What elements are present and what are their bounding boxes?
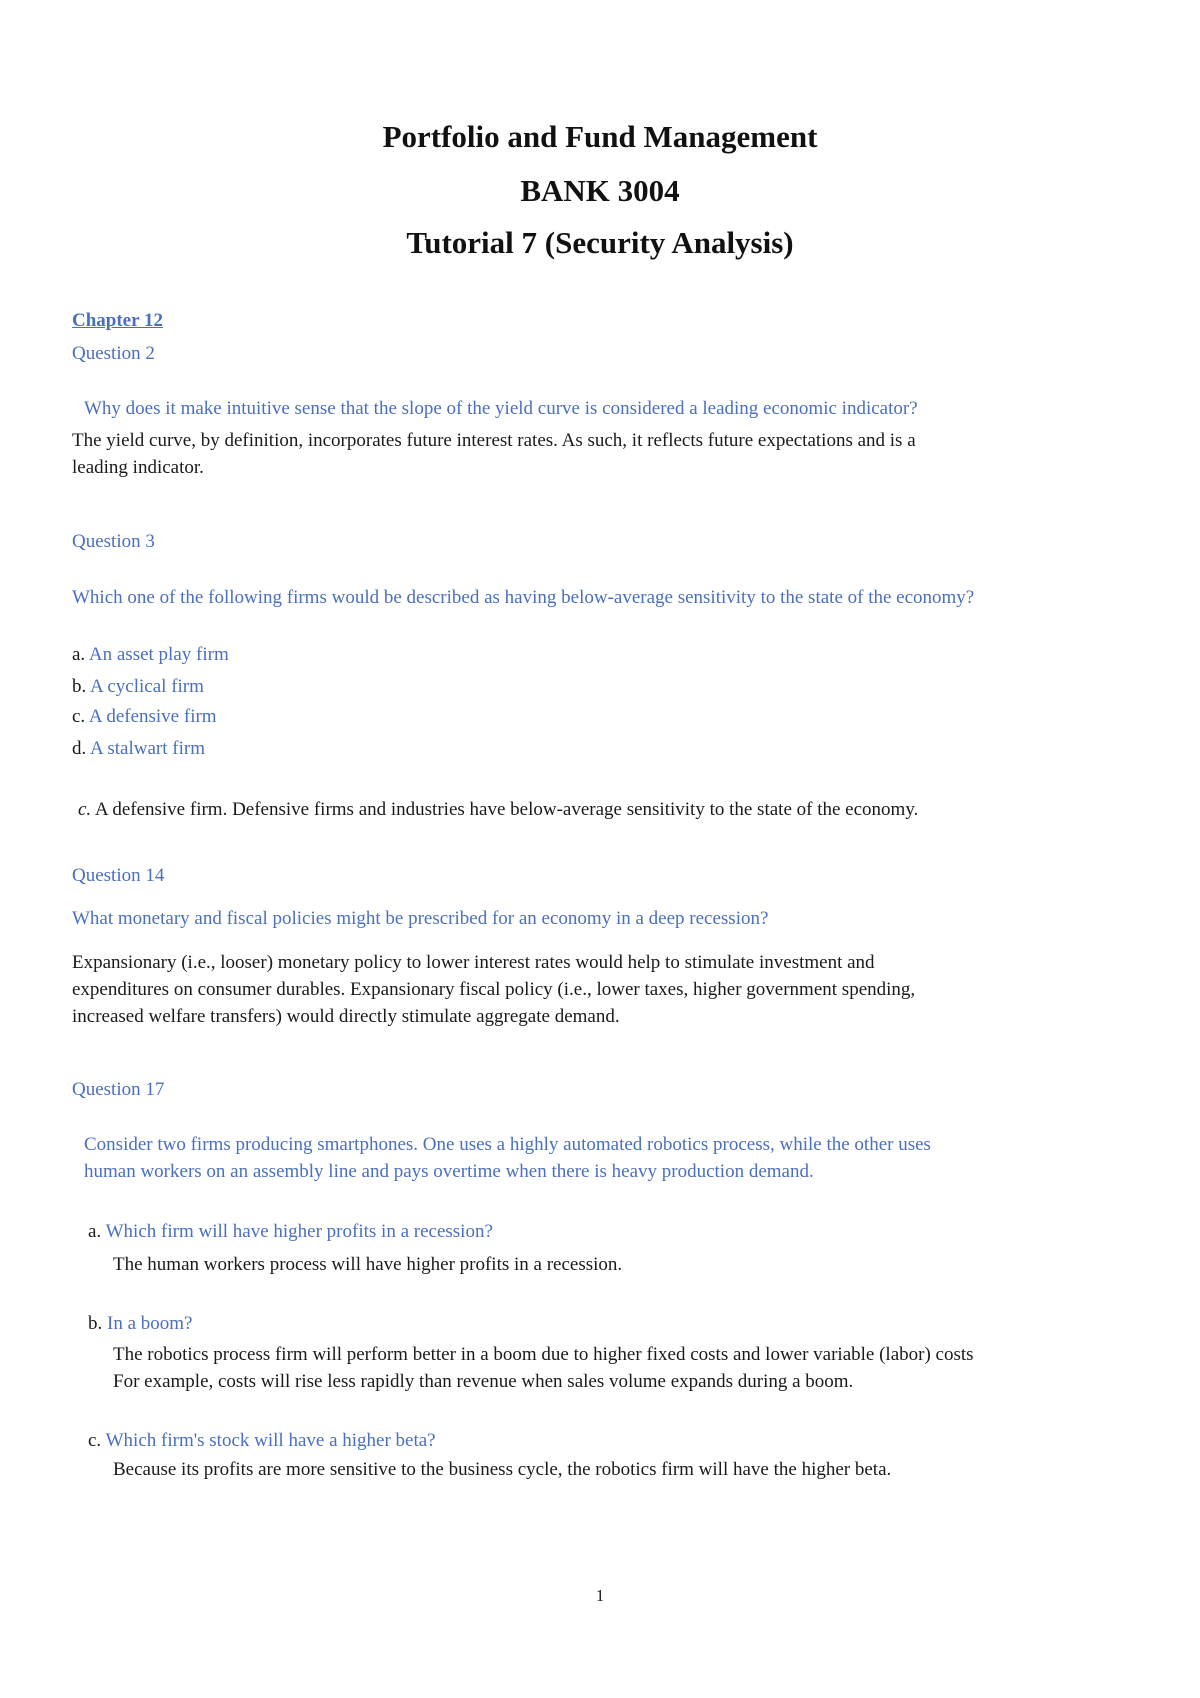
question-3-label: Question 3 (72, 531, 155, 552)
part-letter: a. (88, 1221, 102, 1242)
option-text: A defensive firm (88, 706, 217, 727)
question-3-option (72, 641, 229, 668)
question-14-answer-line: expenditures on consumer durables. Expansionary fiscal policy (i.e., lower taxes, higher government spending, (72, 979, 916, 1000)
question-3-option (72, 703, 217, 730)
question-3-answer (78, 796, 918, 823)
part-question: Which firm will have higher profits in a recession? (105, 1221, 493, 1242)
option-text: An asset play firm (88, 644, 229, 665)
option-text: A stalwart firm (89, 738, 205, 759)
part-question: In a boom? (107, 1313, 193, 1334)
question-14-answer-line: increased welfare transfers) would directly stimulate aggregate demand. (72, 1006, 620, 1027)
question-17-text-line: Consider two firms producing smartphones. One uses a highly automated robotics process, while the other uses (84, 1134, 931, 1155)
chapter-heading: Chapter 12 (72, 310, 163, 331)
option-letter: c. (72, 706, 86, 727)
part-answer-line: Because its profits are more sensitive to the business cycle, the robotics firm will have the higher beta. (113, 1459, 892, 1480)
question-2-text: Why does it make intuitive sense that the slope of the yield curve is considered a leading economic indicator? (84, 398, 918, 419)
option-text: A cyclical firm (89, 676, 204, 697)
page-number: 1 (595, 1586, 605, 1605)
question-2-answer-line: The yield curve, by definition, incorporates future interest rates. As such, it reflects future expectations and is a (72, 430, 916, 451)
question-3-text: Which one of the following firms would be described as having below-average sensitivity to the state of the economy? (72, 587, 975, 608)
question-17-text-line: human workers on an assembly line and pays overtime when there is heavy production demand. (84, 1161, 814, 1182)
question-17-label: Question 17 (72, 1079, 165, 1100)
option-letter: d. (72, 738, 87, 759)
question-3-option (72, 673, 204, 700)
part-answer-line: The human workers process will have higher profits in a recession. (113, 1254, 623, 1275)
document-title: Portfolio and Fund Management (382, 119, 818, 154)
part-question: Which firm's stock will have a higher beta? (105, 1430, 436, 1451)
course-code: BANK 3004 (520, 173, 680, 208)
tutorial-subtitle: Tutorial 7 (Security Analysis) (406, 225, 794, 260)
part-letter: c. (88, 1430, 102, 1451)
option-letter: b. (72, 676, 87, 697)
option-letter: a. (72, 644, 86, 665)
part-answer-line: For example, costs will rise less rapidly than revenue when sales volume expands during a boom. (113, 1371, 854, 1392)
answer-text: A defensive firm. Defensive firms and industries have below-average sensitivity to the state of the economy. (94, 799, 919, 820)
question-17-part-b (88, 1310, 192, 1337)
part-answer-line: The robotics process firm will perform better in a boom due to higher fixed costs and lower variable (labor) costs (113, 1344, 974, 1365)
question-14-label: Question 14 (72, 865, 165, 886)
question-2-label: Question 2 (72, 343, 155, 364)
question-17-part-c (88, 1427, 436, 1454)
part-letter: b. (88, 1313, 103, 1334)
question-17-part-a (88, 1218, 493, 1245)
question-14-text: What monetary and fiscal policies might be prescribed for an economy in a deep recession? (72, 908, 769, 929)
answer-letter: c. (78, 799, 92, 820)
question-3-option (72, 735, 205, 762)
question-2-answer-line: leading indicator. (72, 457, 204, 478)
question-14-answer-line: Expansionary (i.e., looser) monetary policy to lower interest rates would help to stimulate investment and (72, 952, 875, 973)
